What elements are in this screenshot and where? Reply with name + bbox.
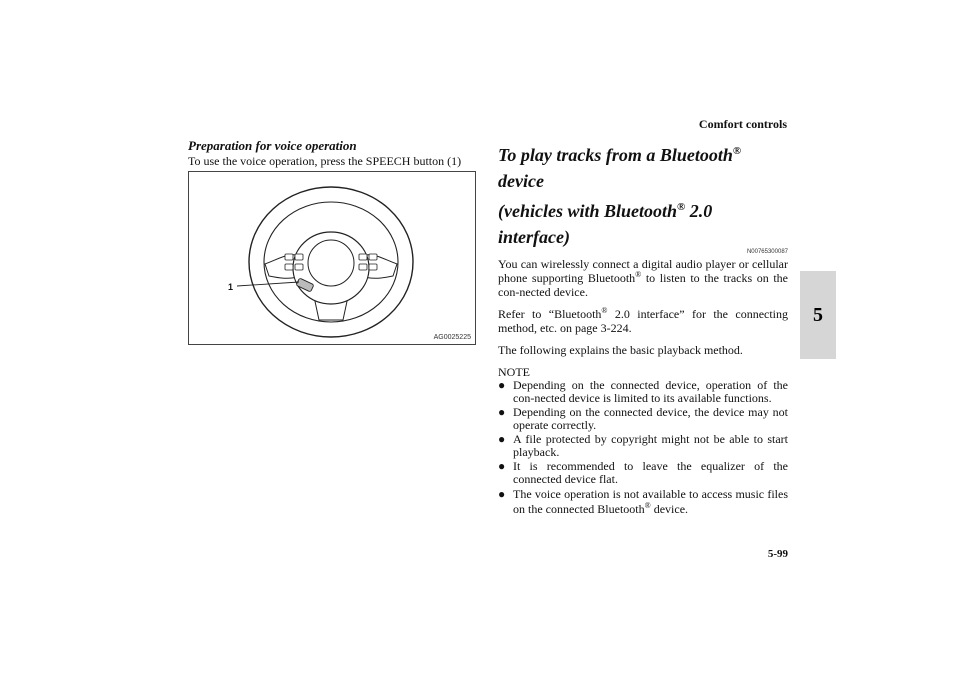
- bullet-icon: ●: [498, 378, 506, 392]
- right-switch-4: [369, 264, 377, 270]
- running-header: Comfort controls: [698, 117, 787, 131]
- chapter-tab: [800, 271, 836, 359]
- title-line1-text: To play tracks from a Bluetooth: [498, 145, 733, 165]
- registered-mark: ®: [635, 270, 642, 279]
- note-label: NOTE: [498, 365, 530, 379]
- left-switch-3: [285, 264, 293, 270]
- callout-number: 1: [227, 282, 233, 292]
- reference-code: N00765300087: [746, 249, 788, 255]
- para2-text: Refer to “Bluetooth: [498, 307, 602, 321]
- section-subheading: Preparation for voice operation: [188, 138, 357, 153]
- chapter-number: 5: [813, 303, 823, 326]
- registered-mark: ®: [677, 201, 686, 213]
- bullet-icon: ●: [498, 405, 506, 419]
- note-item: [498, 460, 788, 486]
- registered-mark: ®: [732, 145, 742, 157]
- note-text-end: device.: [650, 502, 689, 516]
- section-title: [498, 138, 788, 250]
- para2-end: 2.0 interface” for the connecting method, etc. on page 3-224.: [498, 307, 789, 335]
- left-switch-1: [285, 254, 293, 260]
- note-item: [498, 406, 788, 432]
- registered-mark: ®: [601, 306, 608, 315]
- bullet-icon: ●: [498, 487, 506, 501]
- right-switch-3: [359, 264, 367, 270]
- note-text: The voice operation is not available to access music files on the connected Bluetooth: [513, 487, 788, 516]
- right-switch-2: [369, 254, 377, 260]
- note-item: [498, 433, 788, 459]
- registered-mark: ®: [644, 501, 651, 510]
- left-switch-4: [295, 264, 303, 270]
- intro-text: To use the voice operation, press the SPEECH button (1): [188, 154, 462, 168]
- wheel-airbag-cover: [308, 240, 354, 286]
- left-switch-2: [295, 254, 303, 260]
- title-line2-text: (vehicles with Bluetooth: [498, 201, 678, 221]
- paragraph-playback: The following explains the basic playback method.: [498, 343, 743, 357]
- para1-text: You can wirelessly connect a digital audio player or cellular phone supporting Bluetooth: [498, 257, 788, 285]
- note-text: Depending on the connected device, operation of the con-nected device is limited to its available functions.: [513, 378, 788, 405]
- figure-code: AG0025225: [433, 334, 471, 341]
- note-text: Depending on the connected device, the device may not operate correctly.: [513, 405, 788, 432]
- paragraph-wireless: [498, 257, 788, 299]
- para1-end: to listen to the tracks on the con-nected device.: [498, 271, 788, 299]
- title-line1-end: device: [498, 171, 544, 191]
- title-line2-end: 2.0 interface): [498, 201, 713, 247]
- bullet-icon: ●: [498, 459, 506, 473]
- steering-wheel-illustration: [189, 172, 475, 344]
- page-number: 5-99: [767, 548, 788, 560]
- note-text: A file protected by copyright might not be able to start playback.: [513, 432, 788, 459]
- note-item: [498, 379, 788, 405]
- note-item: [498, 487, 788, 517]
- paragraph-reference: [498, 307, 788, 335]
- bullet-icon: ●: [498, 432, 506, 446]
- right-switch-1: [359, 254, 367, 260]
- right-column: [498, 138, 788, 518]
- note-text: It is recommended to leave the equalizer of the connected device flat.: [513, 459, 788, 486]
- steering-wheel-figure: [188, 171, 476, 345]
- note-list: [498, 379, 788, 517]
